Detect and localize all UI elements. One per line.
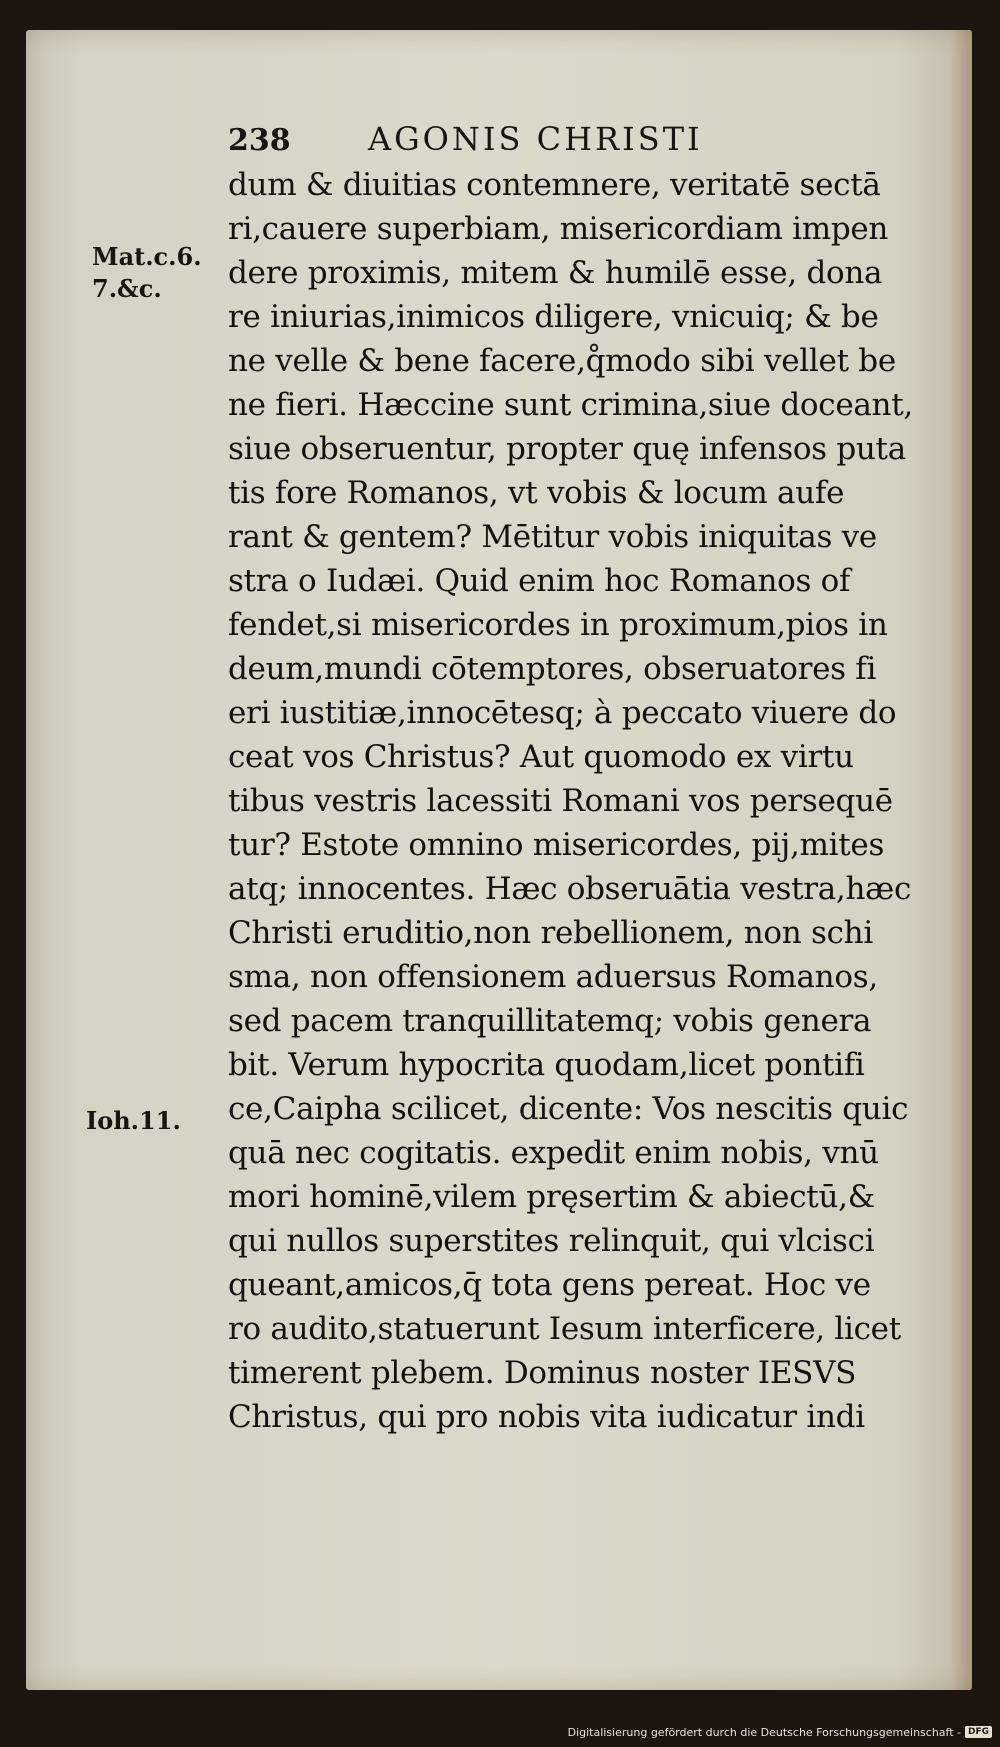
text-line: bit. Verum hypocrita quodam,licet pontifi [228, 1047, 865, 1083]
margin-note: Ioh.11. [86, 1106, 181, 1135]
text-line: tur? Estote omnino misericordes, pij,mites [228, 827, 885, 863]
text-line: eri iustitiæ,innocētesq; à peccato viuere do [228, 695, 897, 731]
text-line: ne velle & bene facere,q̊modo sibi vellet be [228, 343, 896, 379]
page-spine-shadow [950, 30, 972, 1690]
text-line: ne fieri. Hæccine sunt crimina,siue doceant, [228, 387, 913, 423]
margin-note: 7.&c. [92, 274, 162, 303]
text-line: ceat vos Christus? Aut quomodo ex virtu [228, 739, 854, 775]
text-line: dere proximis, mitem & humilē esse, dona [228, 255, 883, 291]
text-line: tis fore Romanos, vt vobis & locum aufe [228, 475, 845, 511]
digitization-footer [568, 1721, 992, 1743]
footer-credit: Digitalisierung gefördert durch die Deutsche Forschungsgemeinschaft - [567, 1725, 961, 1739]
text-line: quā nec cogitatis. expedit enim nobis, vnū [228, 1135, 879, 1171]
text-line: siue obseruentur, propter quę infensos puta [228, 431, 906, 467]
body-text [228, 163, 918, 1439]
text-line: mori hominē,vilem pręsertim & abiectū,& [228, 1179, 875, 1215]
text-line: qui nullos superstites relinquit, qui vlcisci [228, 1223, 875, 1259]
running-title: AGONIS CHRISTI [368, 120, 703, 158]
text-line: atq; innocentes. Hæc obseruātia vestra,hæc [228, 871, 912, 907]
text-line: Christus, qui pro nobis vita iudicatur indi [228, 1399, 865, 1435]
margin-note: Mat.c.6. [92, 242, 202, 271]
text-line: dum & diuitias contemnere, veritatē sectā [228, 167, 881, 203]
text-line: deum,mundi cōtemptores, obseruatores fi [228, 651, 877, 687]
text-line: ro audito,statuerunt Iesum interficere, licet [228, 1311, 901, 1347]
text-line: fendet,si misericordes in proximum,pios in [228, 607, 888, 643]
text-line: Christi eruditio,non rebellionem, non schi [228, 915, 873, 951]
text-line: re iniurias,inimicos diligere, vnicuiq; & be [228, 299, 879, 335]
text-line: ri,cauere superbiam, misericordiam impen [228, 211, 889, 247]
text-line: stra o Iudæi. Quid enim hoc Romanos of [228, 563, 851, 599]
text-line: queant,amicos,q̄ tota gens pereat. Hoc ve [228, 1267, 871, 1303]
text-line: sma, non offensionem aduersus Romanos, [228, 959, 878, 995]
text-line: rant & gentem? Mētitur vobis iniquitas ve [228, 519, 877, 555]
text-line: timerent plebem. Dominus noster IESVS [228, 1355, 857, 1391]
page-number: 238 [228, 123, 291, 158]
text-line: tibus vestris lacessiti Romani vos persequē [228, 783, 893, 819]
running-head [228, 120, 808, 160]
dfg-logo-icon: DFG [965, 1726, 992, 1738]
text-line: ce,Caipha scilicet, dicente: Vos nescitis quic [228, 1091, 909, 1127]
text-line: sed pacem tranquillitatemq; vobis genera [228, 1003, 872, 1039]
